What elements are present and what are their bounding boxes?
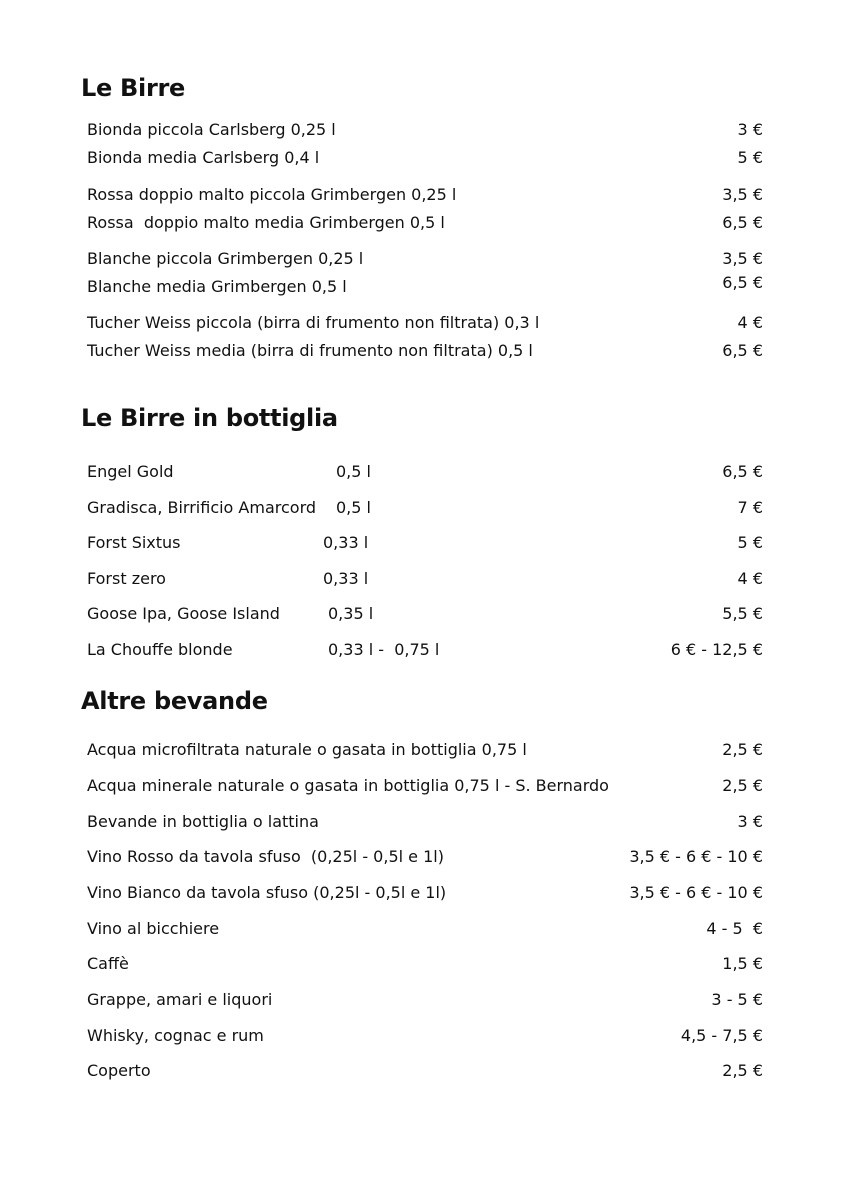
item-price: 6,5 € — [722, 462, 763, 481]
item-price: 5 € — [737, 148, 763, 167]
item-volume: 0,5 l — [336, 498, 371, 517]
item-price: 2,5 € — [722, 740, 763, 759]
item-name: Acqua minerale naturale o gasata in bottiglia 0,75 l - S. Bernardo — [87, 776, 609, 795]
item-name: La Chouffe blonde — [87, 640, 233, 659]
item-name: Forst zero — [87, 569, 166, 588]
item-price: 4 - 5 € — [706, 919, 763, 938]
menu-item — [87, 881, 763, 905]
item-price: 3,5 € - 6 € - 10 € — [629, 847, 763, 866]
item-price: 2,5 € — [722, 1061, 763, 1080]
item-price: 6,5 € — [722, 213, 763, 232]
item-price: 4 € — [737, 569, 763, 588]
item-name: Coperto — [87, 1061, 151, 1080]
menu-item — [87, 531, 763, 555]
item-name: Forst Sixtus — [87, 533, 181, 552]
item-name: Whisky, cognac e rum — [87, 1026, 264, 1045]
menu-item — [87, 146, 763, 170]
item-name: Bionda piccola Carlsberg 0,25 l — [87, 120, 336, 139]
menu-item — [87, 567, 763, 591]
item-price: 4 € — [737, 313, 763, 332]
item-price: 3,5 € — [722, 249, 763, 268]
menu-item — [87, 118, 763, 142]
menu-item — [87, 460, 763, 484]
item-volume: 0,5 l — [336, 462, 371, 481]
menu-item — [87, 917, 763, 941]
item-price: 3 € — [737, 120, 763, 139]
item-name: Acqua microfiltrata naturale o gasata in bottiglia 0,75 l — [87, 740, 527, 759]
item-price: 6,5 € — [722, 273, 763, 292]
item-volume: 0,35 l — [328, 604, 374, 623]
item-price: 3,5 € — [722, 185, 763, 204]
item-price: 6 € - 12,5 € — [670, 640, 763, 659]
menu-item — [87, 311, 763, 335]
menu-item — [87, 1024, 763, 1048]
item-name: Goose Ipa, Goose Island — [87, 604, 280, 623]
item-name: Caffè — [87, 954, 129, 973]
item-price: 3,5 € - 6 € - 10 € — [629, 883, 763, 902]
item-name: Tucher Weiss media (birra di frumento non filtrata) 0,5 l — [87, 341, 533, 360]
menu-item — [87, 496, 763, 520]
menu-item — [87, 738, 763, 762]
item-price: 3 - 5 € — [711, 990, 763, 1009]
menu-item — [87, 845, 763, 869]
item-name: Vino Bianco da tavola sfuso (0,25l - 0,5l e 1l) — [87, 883, 447, 902]
menu-item — [87, 810, 763, 834]
section-title-birre: Le Birre — [81, 74, 185, 102]
menu-item — [87, 247, 763, 271]
menu-item — [87, 275, 763, 299]
item-name: Vino Rosso da tavola sfuso (0,25l - 0,5l e 1l) — [87, 847, 444, 866]
item-name: Blanche piccola Grimbergen 0,25 l — [87, 249, 364, 268]
menu-item — [87, 952, 763, 976]
menu-item — [87, 183, 763, 207]
item-price: 1,5 € — [722, 954, 763, 973]
section-title-bottiglia: Le Birre in bottiglia — [81, 404, 338, 432]
item-name: Vino al bicchiere — [87, 919, 220, 938]
item-price: 2,5 € — [722, 776, 763, 795]
menu-item — [87, 638, 763, 662]
menu-item — [87, 211, 763, 235]
item-volume: 0,33 l — [323, 533, 369, 552]
item-name: Rossa doppio malto piccola Grimbergen 0,25 l — [87, 185, 457, 204]
item-price: 6,5 € — [722, 341, 763, 360]
item-price: 7 € — [737, 498, 763, 517]
item-name: Rossa doppio malto media Grimbergen 0,5 l — [87, 213, 445, 232]
item-price: 5 € — [737, 533, 763, 552]
menu-item — [87, 339, 763, 363]
section-title-altre: Altre bevande — [81, 687, 268, 715]
item-volume: 0,33 l — [323, 569, 369, 588]
item-volume: 0,33 l - 0,75 l — [328, 640, 440, 659]
menu-item — [87, 988, 763, 1012]
item-name: Bevande in bottiglia o lattina — [87, 812, 319, 831]
item-price: 4,5 - 7,5 € — [680, 1026, 763, 1045]
item-name: Tucher Weiss piccola (birra di frumento non filtrata) 0,3 l — [87, 313, 540, 332]
menu-item — [87, 602, 763, 626]
menu-item — [87, 774, 763, 798]
menu-item — [87, 1059, 763, 1083]
item-price: 3 € — [737, 812, 763, 831]
item-name: Grappe, amari e liquori — [87, 990, 273, 1009]
item-name: Bionda media Carlsberg 0,4 l — [87, 148, 320, 167]
item-name: Engel Gold — [87, 462, 174, 481]
item-price: 5,5 € — [722, 604, 763, 623]
item-name: Blanche media Grimbergen 0,5 l — [87, 277, 347, 296]
item-name: Gradisca, Birrificio Amarcord — [87, 498, 317, 517]
